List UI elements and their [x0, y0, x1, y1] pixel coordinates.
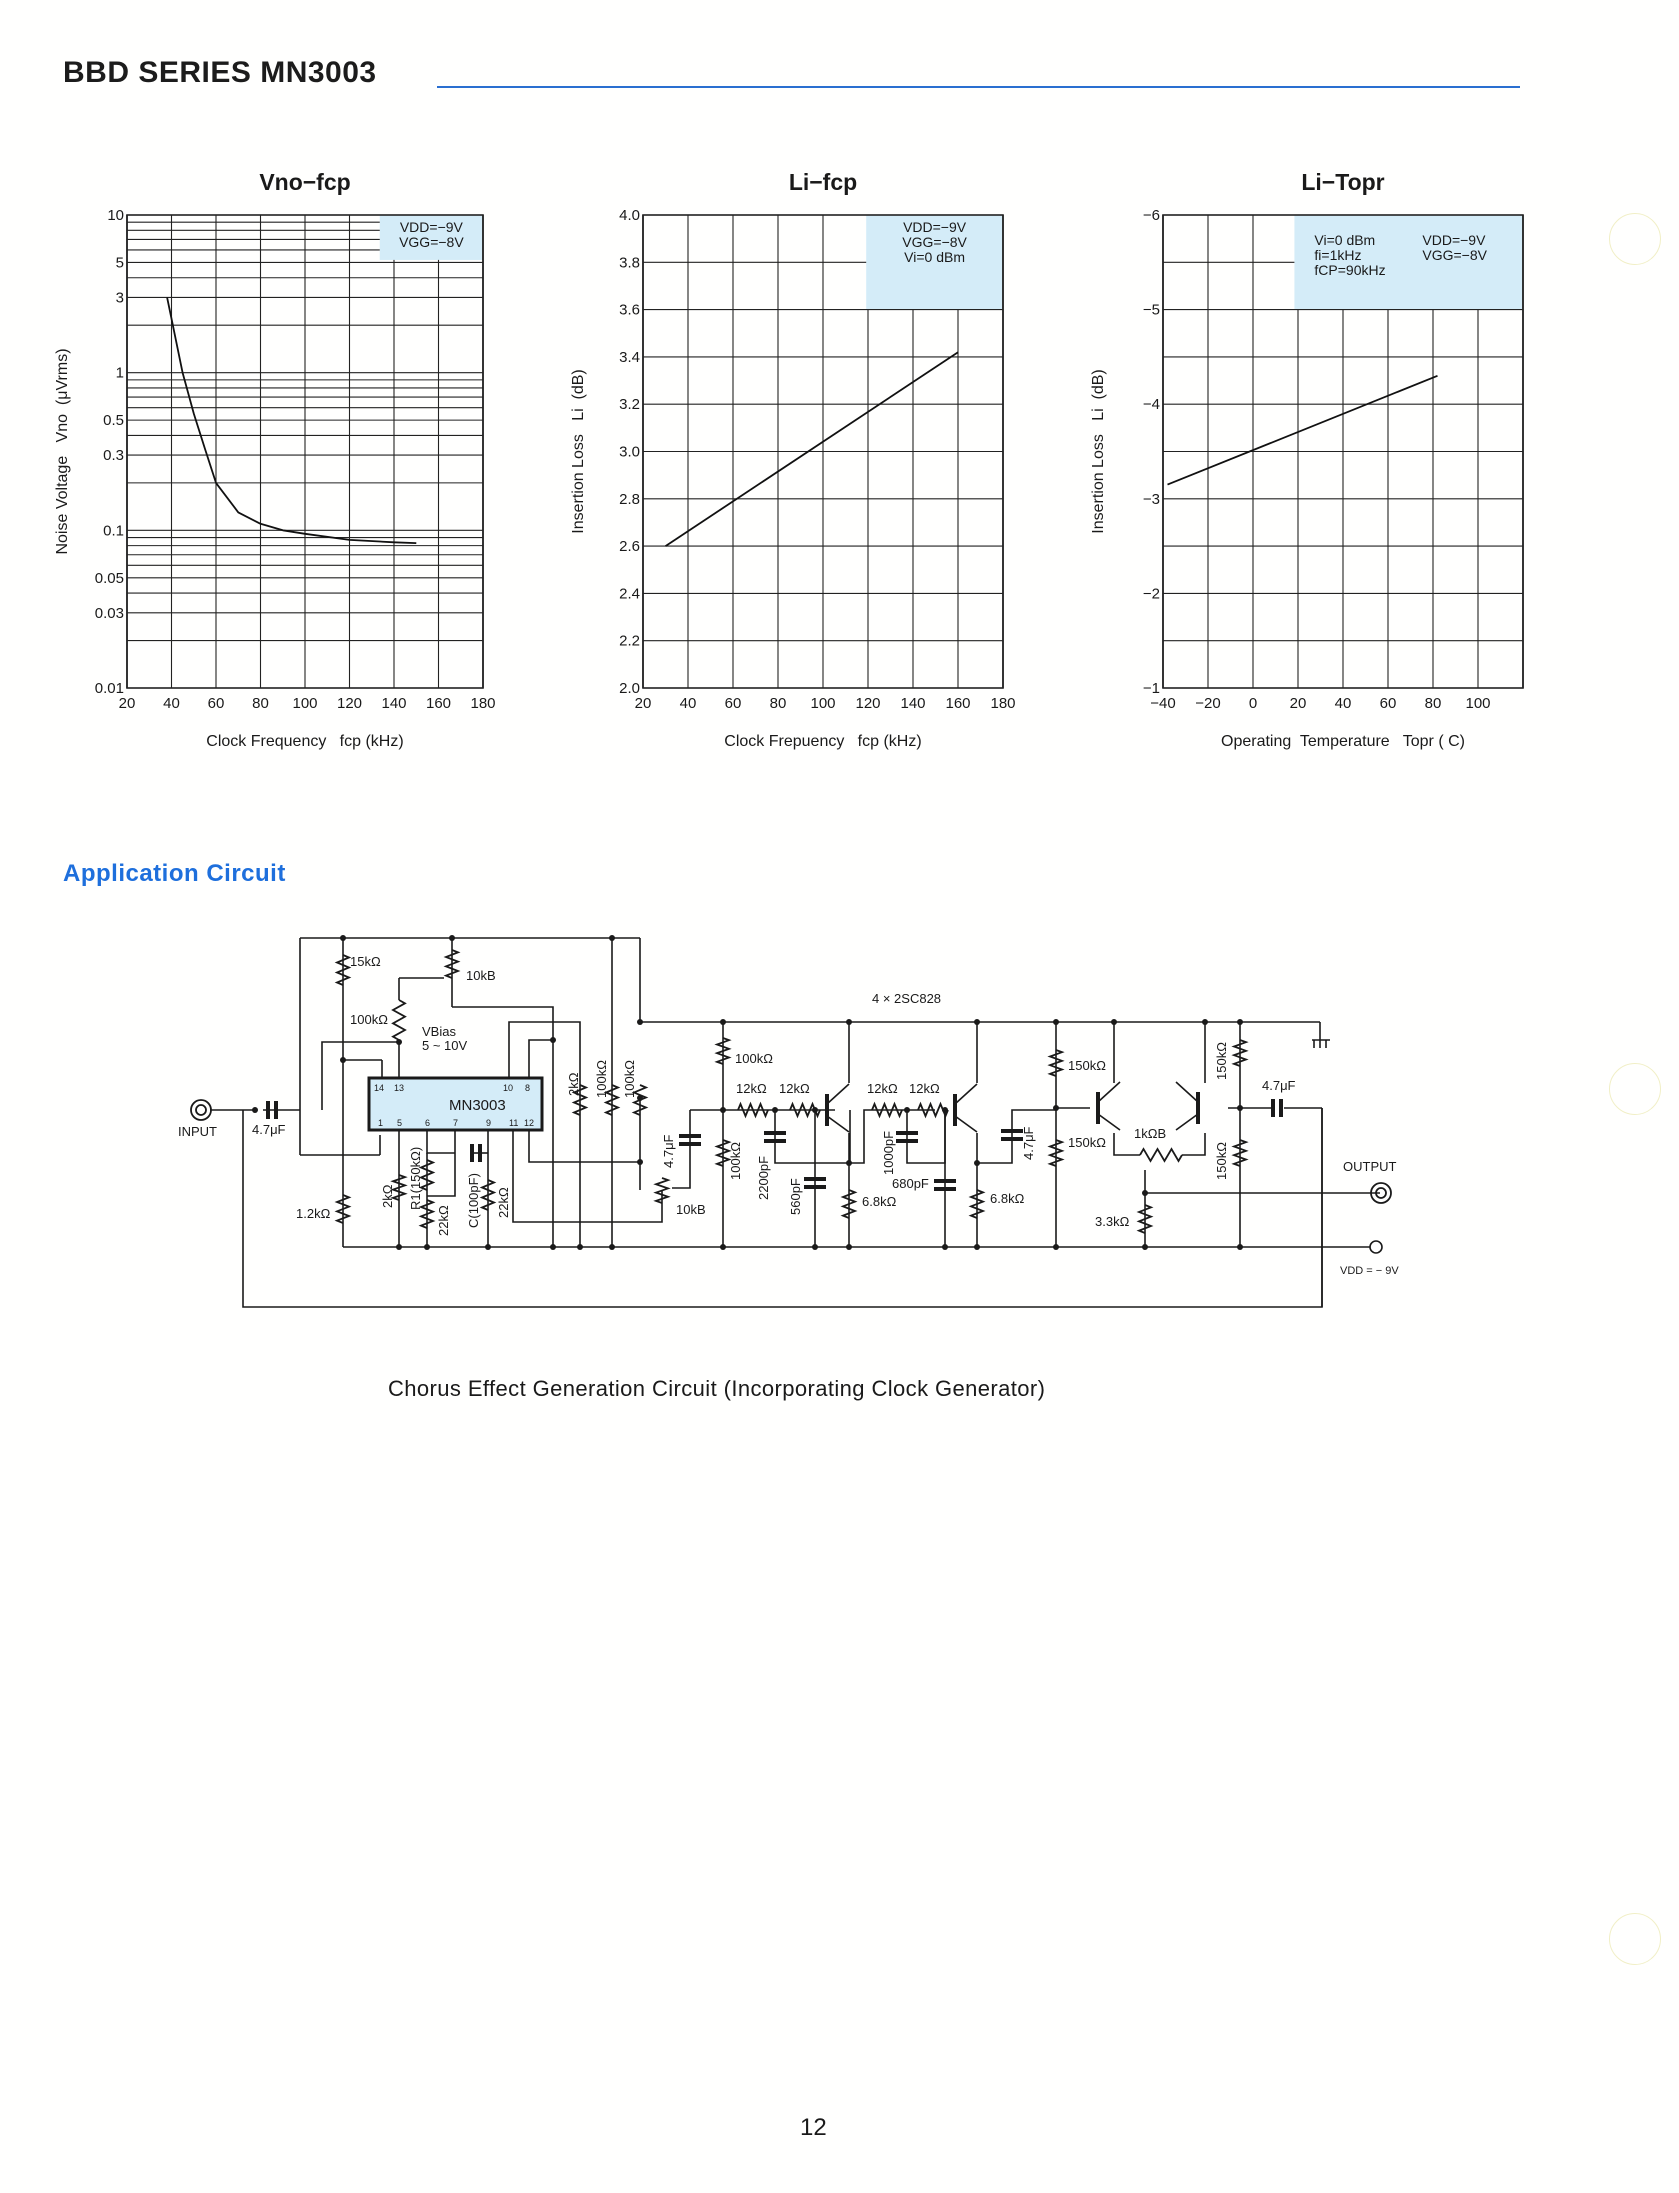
- input-jack-icon: [191, 1100, 211, 1120]
- junction-dot: [340, 935, 346, 941]
- y-tick-label: 5: [115, 254, 124, 272]
- label-r100k-a: 100kΩ: [594, 1060, 609, 1098]
- junction-dot: [1053, 1244, 1059, 1250]
- section-title: Application Circuit: [63, 860, 286, 887]
- vdd-terminal-icon: [1370, 1241, 1382, 1253]
- resistor-icon: [1234, 1140, 1246, 1166]
- y-tick-label: 2.6: [619, 538, 640, 556]
- y-tick-label: 0.5: [103, 412, 124, 430]
- input-label: INPUT: [178, 1124, 217, 1139]
- y-tick-label: 2.4: [619, 585, 640, 603]
- junction-dot: [720, 1244, 726, 1250]
- pin-13: 13: [394, 1083, 405, 1093]
- junction-dot: [720, 1107, 726, 1113]
- resistor-icon: [1140, 1149, 1182, 1161]
- x-tick-label: 80: [769, 695, 787, 712]
- binder-hole: [1609, 1913, 1661, 1965]
- junction-dot: [1202, 1019, 1208, 1025]
- label-r12k-1: 12kΩ: [736, 1081, 767, 1096]
- ic-name: MN3003: [449, 1097, 506, 1114]
- pin-8: 8: [525, 1083, 531, 1093]
- label-r12k-4: 12kΩ: [909, 1081, 940, 1096]
- junction-dot: [846, 1019, 852, 1025]
- label-r100k-d: 100kΩ: [728, 1142, 743, 1180]
- junction-dot: [720, 1019, 726, 1025]
- y-tick-label: 0.3: [103, 447, 124, 465]
- y-tick-label: −5: [1142, 301, 1160, 319]
- condition-text: fi=1kHz: [1314, 247, 1362, 263]
- label-r6k8-b: 6.8kΩ: [990, 1191, 1025, 1206]
- junction-dot: [974, 1019, 980, 1025]
- pin-6: 6: [425, 1118, 431, 1128]
- label-r100k-bias: 100kΩ: [350, 1012, 388, 1027]
- label-r2k-b: 2kΩ: [380, 1184, 395, 1208]
- junction-dot: [609, 935, 615, 941]
- junction-dot: [1053, 1105, 1059, 1111]
- y-tick-label: 1: [115, 364, 124, 382]
- label-r12k-2: 12kΩ: [779, 1081, 810, 1096]
- resistor-icon: [337, 955, 349, 985]
- chart-title: Li−fcp: [788, 169, 858, 195]
- x-tick-label: 100: [292, 695, 318, 712]
- chart-title: Vno−fcp: [259, 169, 351, 195]
- y-axis-label: Insertion Loss Li (dB): [1090, 369, 1107, 534]
- junction-dot: [424, 1244, 430, 1250]
- y-tick-label: −1: [1142, 680, 1160, 697]
- junction-dot: [340, 1057, 346, 1063]
- x-tick-label: 100: [810, 695, 836, 712]
- x-tick-label: 120: [336, 695, 363, 712]
- junction-dot: [1142, 1244, 1148, 1250]
- resistor-icon: [717, 1038, 729, 1064]
- resistor-icon: [971, 1190, 983, 1218]
- label-r6k8-a: 6.8kΩ: [862, 1194, 897, 1209]
- y-tick-label: 3.0: [619, 443, 640, 461]
- junction-dot: [904, 1107, 910, 1113]
- x-tick-label: 140: [381, 695, 407, 712]
- x-tick-label: 100: [1465, 695, 1491, 712]
- x-tick-label: 40: [163, 695, 180, 712]
- x-tick-label: 160: [425, 695, 452, 712]
- y-tick-label: 2.0: [619, 680, 640, 697]
- condition-text: VGG=−8V: [399, 234, 464, 250]
- junction-dot: [550, 1037, 556, 1043]
- junction-dot: [485, 1244, 491, 1250]
- x-tick-label: 160: [945, 695, 971, 712]
- x-axis-label: Operating Temperature Topr ( C): [1221, 733, 1465, 750]
- y-tick-label: 3.4: [619, 348, 640, 366]
- label-r15k: 15kΩ: [350, 954, 381, 969]
- x-tick-label: −20: [1195, 695, 1221, 712]
- chart-title: Li−Topr: [1301, 169, 1385, 195]
- junction-dot: [772, 1107, 778, 1113]
- x-tick-label: 80: [1424, 695, 1442, 712]
- junction-dot: [1237, 1244, 1243, 1250]
- x-tick-label: 20: [634, 695, 652, 712]
- document-title: BBD SERIES MN3003: [63, 56, 377, 89]
- label-r150k-c: 150kΩ: [1214, 1042, 1229, 1080]
- resistor-icon: [918, 1104, 948, 1116]
- y-tick-label: 2.8: [619, 490, 640, 508]
- junction-dot: [812, 1244, 818, 1250]
- label-pot-10kb-bottom: 10kB: [676, 1202, 706, 1217]
- condition-text: Vi=0 dBm: [904, 249, 966, 265]
- x-tick-label: 60: [724, 695, 742, 712]
- label-r100k-b: 100kΩ: [622, 1060, 637, 1098]
- label-r22k-b: 22kΩ: [496, 1187, 511, 1218]
- transistor-icon: [1176, 1082, 1198, 1102]
- y-tick-label: −4: [1142, 396, 1160, 414]
- label-cap-out: 4.7μF: [1262, 1078, 1296, 1093]
- resistor-icon: [843, 1190, 855, 1218]
- pin-12: 12: [524, 1118, 535, 1128]
- label-r150k-a: 150kΩ: [1068, 1058, 1106, 1073]
- y-tick-label: 0.03: [94, 604, 124, 622]
- x-tick-label: 80: [252, 695, 269, 712]
- transistor-icon: [1098, 1082, 1120, 1102]
- condition-text: fCP=90kHz: [1314, 262, 1386, 278]
- junction-dot: [1053, 1019, 1059, 1025]
- x-tick-label: 60: [207, 695, 225, 712]
- x-tick-label: 20: [118, 695, 136, 712]
- condition-text: VDD=−9V: [903, 219, 967, 235]
- pin-7: 7: [453, 1118, 459, 1128]
- x-tick-label: 140: [900, 695, 926, 712]
- y-tick-label: 3.2: [619, 396, 640, 414]
- y-tick-label: 3.8: [619, 254, 640, 272]
- pin-10: 10: [503, 1083, 514, 1093]
- transistor-icon: [827, 1116, 849, 1132]
- x-axis-label: Clock Frepuency fcp (kHz): [724, 733, 922, 750]
- transistor-icon: [827, 1084, 849, 1104]
- junction-dot: [550, 1244, 556, 1250]
- y-tick-label: 0.1: [103, 522, 124, 540]
- x-tick-label: 180: [470, 695, 496, 712]
- junction-dot: [637, 1159, 643, 1165]
- condition-text: VGG=−8V: [1422, 247, 1487, 263]
- label-pot-10kb-top: 10kB: [466, 968, 496, 983]
- x-tick-label: 40: [679, 695, 697, 712]
- x-tick-label: 0: [1248, 695, 1258, 712]
- resistor-icon: [482, 1180, 494, 1210]
- figure-caption: Chorus Effect Generation Circuit (Incorporating Clock Generator): [388, 1376, 1046, 1401]
- label-r150k-d: 150kΩ: [1214, 1142, 1229, 1180]
- label-cap-in: 4.7μF: [252, 1122, 286, 1137]
- condition-text: Vi=0 dBm: [1314, 232, 1376, 248]
- y-tick-label: −6: [1142, 207, 1160, 224]
- junction-dot: [1237, 1019, 1243, 1025]
- resistor-icon: [1050, 1140, 1062, 1166]
- resistor-icon: [872, 1104, 902, 1116]
- y-tick-label: 0.01: [94, 680, 124, 697]
- y-tick-label: −2: [1142, 585, 1160, 603]
- label-vbias: VBias: [422, 1024, 456, 1039]
- junction-dot: [846, 1160, 852, 1166]
- x-tick-label: 40: [1334, 695, 1352, 712]
- label-c560p: 560pF: [788, 1178, 803, 1215]
- y-axis-label: Noise Voltage Vno (μVrms): [54, 348, 71, 555]
- transistor-icon: [955, 1084, 977, 1104]
- junction-dot: [252, 1107, 258, 1113]
- label-r12k-3: 12kΩ: [867, 1081, 898, 1096]
- condition-text: VDD=−9V: [399, 219, 463, 235]
- label-r3k3: 3.3kΩ: [1095, 1214, 1130, 1229]
- label-r2k-a: 2kΩ: [566, 1072, 581, 1096]
- label-cap-out2: 4.7μF: [1021, 1126, 1036, 1160]
- y-tick-label: 3.6: [619, 301, 640, 319]
- x-tick-label: −40: [1150, 695, 1176, 712]
- label-pot-1k: 1kΩB: [1134, 1126, 1167, 1141]
- junction-dot: [1237, 1105, 1243, 1111]
- label-c680p: 680pF: [892, 1176, 929, 1191]
- resistor-icon: [656, 1178, 668, 1203]
- junction-dot: [974, 1244, 980, 1250]
- label-transistors: 4 × 2SC828: [872, 991, 942, 1006]
- label-c2200p: 2200pF: [756, 1155, 771, 1200]
- junction-dot: [974, 1160, 980, 1166]
- label-cap-mid: 4.7μF: [661, 1134, 676, 1168]
- label-c1000p: 1000pF: [881, 1130, 896, 1175]
- junction-dot: [449, 935, 455, 941]
- output-label: OUTPUT: [1343, 1159, 1397, 1174]
- transistor-icon: [955, 1116, 977, 1132]
- condition-text: VDD=−9V: [1422, 232, 1486, 248]
- label-vdd: VDD = − 9V: [1340, 1265, 1399, 1277]
- pin-9: 9: [486, 1118, 492, 1128]
- label-vbias-range: 5 ~ 10V: [422, 1038, 468, 1053]
- pin-11: 11: [509, 1118, 519, 1128]
- label-r1: R1(150kΩ): [408, 1146, 423, 1210]
- resistor-icon: [1139, 1205, 1151, 1233]
- resistor-icon: [1050, 1050, 1062, 1076]
- junction-dot: [637, 1019, 643, 1025]
- junction-dot: [1111, 1019, 1117, 1025]
- label-c100p: C(100pF): [466, 1173, 481, 1228]
- junction-dot: [577, 1244, 583, 1250]
- pin-1: 1: [378, 1118, 384, 1128]
- x-tick-label: 60: [1379, 695, 1397, 712]
- condition-text: VGG=−8V: [902, 234, 967, 250]
- label-r150k-b: 150kΩ: [1068, 1135, 1106, 1150]
- y-tick-label: 2.2: [619, 632, 640, 650]
- resistor-icon: [1234, 1040, 1246, 1066]
- y-tick-label: 4.0: [619, 207, 640, 224]
- junction-dot: [846, 1244, 852, 1250]
- pin-14: 14: [374, 1083, 385, 1093]
- label-r22k-a: 22kΩ: [436, 1205, 451, 1236]
- resistor-icon: [337, 1195, 349, 1223]
- ground-icon: [1312, 1040, 1330, 1048]
- x-axis-label: Clock Frequency fcp (kHz): [206, 733, 404, 750]
- y-tick-label: 0.05: [94, 569, 124, 587]
- y-tick-label: 3: [115, 289, 124, 307]
- x-tick-label: 180: [990, 695, 1016, 712]
- resistor-icon: [446, 950, 458, 978]
- resistor-icon: [738, 1104, 768, 1116]
- pin-5: 5: [397, 1118, 403, 1128]
- y-tick-label: −3: [1142, 490, 1160, 508]
- x-tick-label: 120: [855, 695, 881, 712]
- transistor-icon: [1098, 1114, 1120, 1130]
- junction-dot: [1142, 1190, 1148, 1196]
- y-axis-label: Insertion Loss Li (dB): [570, 369, 587, 534]
- junction-dot: [942, 1244, 948, 1250]
- transistor-icon: [1176, 1114, 1198, 1130]
- junction-dot: [396, 1244, 402, 1250]
- junction-dot: [609, 1244, 615, 1250]
- resistor-icon: [393, 1000, 405, 1040]
- y-tick-label: 10: [107, 207, 124, 224]
- label-r1k2: 1.2kΩ: [296, 1206, 331, 1221]
- x-tick-label: 20: [1289, 695, 1307, 712]
- label-r100k-c: 100kΩ: [735, 1051, 773, 1066]
- page-number: 12: [800, 2114, 827, 2141]
